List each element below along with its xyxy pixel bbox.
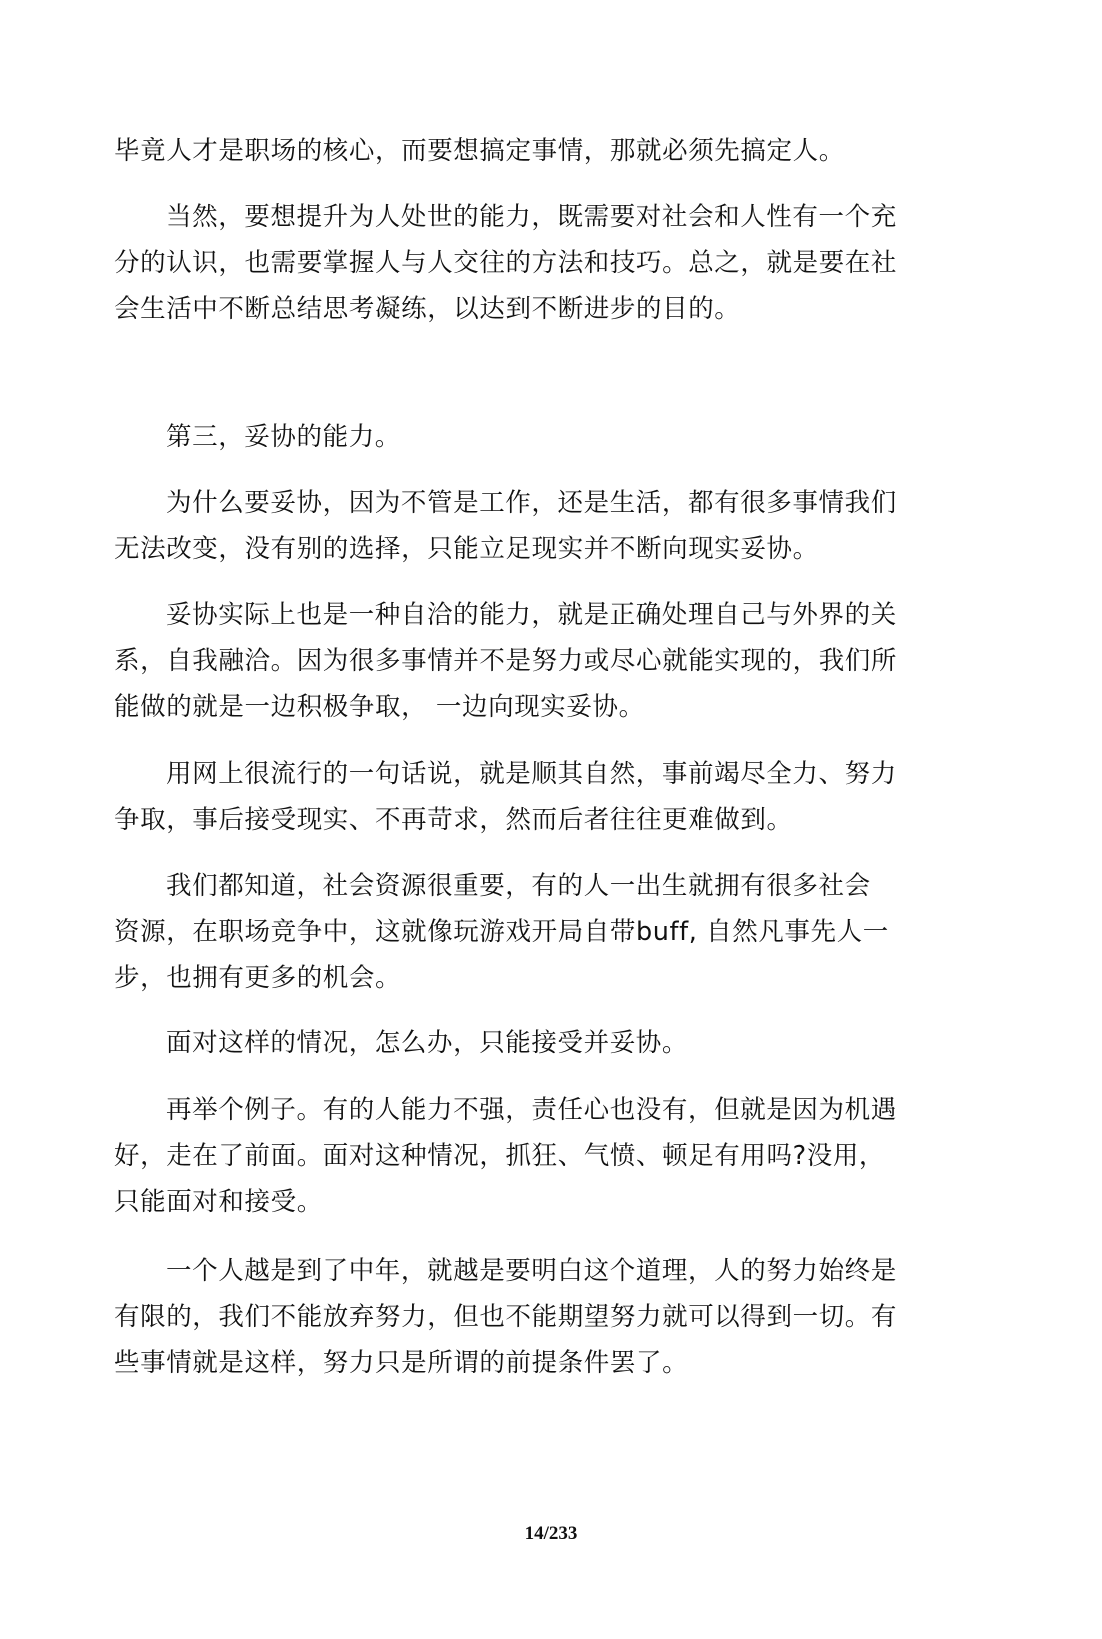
text-line: 些事情就是这样，努力只是所谓的前提条件罢了。 [114, 1348, 689, 1378]
text-line: 毕竟人才是职场的核心，而要想搞定事情，那就必须先搞定人。 [114, 136, 845, 166]
text-line: 争取，事后接受现实、不再苛求，然而后者往往更难做到。 [114, 805, 793, 835]
text-line: 用网上很流行的一句话说，就是顺其自然，事前竭尽全力、努力 [166, 759, 897, 789]
text-line: 一个人越是到了中年，就越是要明白这个道理，人的努力始终是 [166, 1256, 897, 1286]
text-line: 会生活中不断总结思考凝练，以达到不断进步的目的。 [114, 294, 741, 324]
text-line: 再举个例子。有的人能力不强，责任心也没有，但就是因为机遇 [166, 1095, 897, 1125]
text-line: 当然，要想提升为人处世的能力，既需要对社会和人性有一个充 [166, 202, 897, 232]
text-line: 面对这样的情况，怎么办，只能接受并妥协。 [166, 1028, 689, 1058]
text-line: 有限的，我们不能放弃努力，但也不能期望努力就可以得到一切。有 [114, 1302, 898, 1332]
page-number: 14/233 [524, 1523, 578, 1544]
text-line: 我们都知道，社会资源很重要，有的人一出生就拥有很多社会 [166, 871, 871, 901]
text-line: 分的认识，也需要掌握人与人交往的方法和技巧。总之，就是要在社 [114, 248, 898, 278]
text-line: 能做的就是一边积极争取， 一边向现实妥协。 [114, 692, 645, 722]
section-heading: 第三，妥协的能力。 [166, 422, 401, 452]
text-line: 好，走在了前面。面对这种情况，抓狂、气愤、顿足有用吗?没用， [114, 1141, 886, 1171]
text-line: 为什么要妥协，因为不管是工作，还是生活，都有很多事情我们 [166, 488, 897, 518]
text-line: 步，也拥有更多的机会。 [114, 963, 402, 993]
text-line: 系，自我融洽。因为很多事情并不是努力或尽心就能实现的，我们所 [114, 646, 898, 676]
text-line: 妥协实际上也是一种自洽的能力，就是正确处理自己与外界的关 [166, 600, 897, 630]
text-line: 无法改变，没有别的选择，只能立足现实并不断向现实妥协。 [114, 534, 819, 564]
text-line: 资源，在职场竞争中，这就像玩游戏开局自带buff, 自然凡事先人一 [114, 917, 889, 947]
text-line: 只能面对和接受。 [114, 1187, 323, 1217]
